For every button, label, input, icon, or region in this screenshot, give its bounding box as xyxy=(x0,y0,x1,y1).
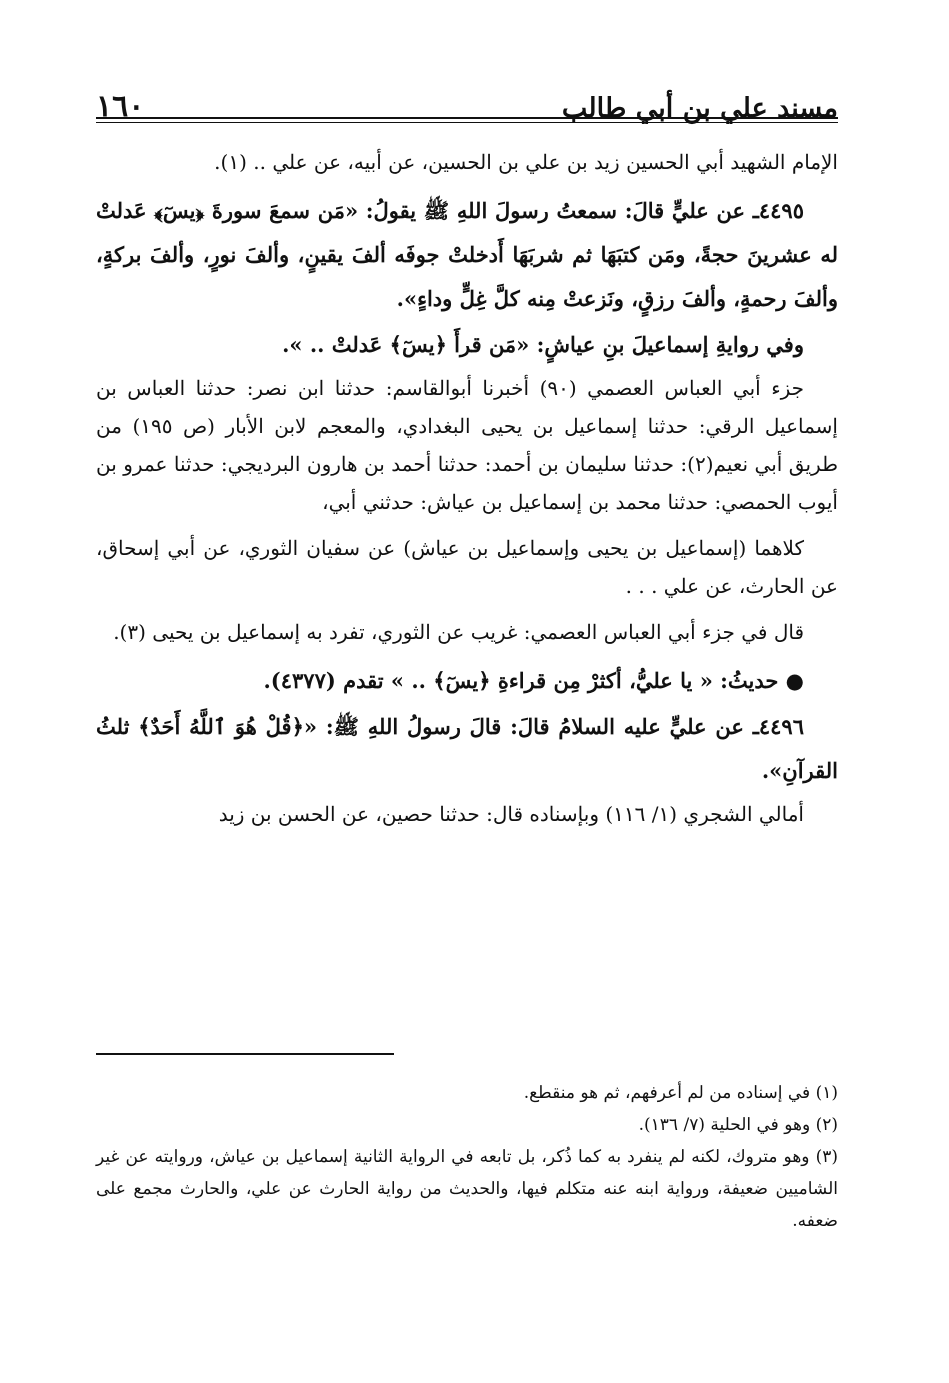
footnote-1: (١) في إسناده من لم أعرفهم، ثم هو منقطع. xyxy=(523,1083,838,1103)
header-rule xyxy=(96,117,838,119)
footnote-3: (٣) وهو متروك، لكنه لم ينفرد به كما ذُكر، بل تابعه في الرواية الثانية إسماعيل بن عياش، وروايته عن غير الشاميين ضعيفة، ورواية ابنه عنه متكلم فيها، والحديث من رواية الحارث عن علي، والحارث مجمع على ضعفه. xyxy=(96,1147,838,1231)
hadith-reference: ● حديثُ: « يا عليُّ، أكثرْ مِن قراءةِ ﴿يسٓ﴾ .. » تقدم (٤٣٧٧). xyxy=(263,668,804,693)
main-text xyxy=(96,143,838,833)
source-shajari: أمالي الشجري (١/ ١١٦) وبإسناده قال: حدثنا حصين، عن الحسن بن زيد xyxy=(218,802,804,826)
footnote-rule xyxy=(96,1053,394,1055)
header-rule-secondary xyxy=(96,122,838,123)
page-number: ١٦٠ xyxy=(96,89,145,124)
page-header xyxy=(96,82,838,122)
narration-ismail: وفي روايةِ إسماعيلَ بنِ عياشٍ: «مَن قرأَ ﴿يسٓ﴾ عَدلتْ .. ». xyxy=(282,332,804,357)
footnotes xyxy=(96,1077,838,1237)
source-abu-abbas: جزء أبي العباس العصمي (٩٠) أخبرنا أبوالقاسم: حدثنا ابن نصر: حدثنا العباس بن إسماعيل الرقي: حدثنا إسماعيل بن يحيى البغدادي، والمعجم لابن الأبار (ص ١٩٥) من طريق أبي نعيم(٢): حدثنا سليمان بن أحمد: حدثنا أحمد بن هارون البرديجي: حدثنا عمرو بن أيوب الحمصي: حدثنا محمد بن إسماعيل بن عياش: حدثني أبي، xyxy=(96,376,838,514)
intro-line: الإمام الشهيد أبي الحسين زيد بن علي بن الحسين، عن أبيه، عن علي .. (١). xyxy=(214,150,838,174)
hadith-4496: ٤٤٩٦ـ عن عليٍّ عليه السلامُ قالَ: قالَ رسولُ اللهِ ﷺ: «﴿قُلْ هُوَ ٱللَّهُ أَحَدٌ﴾ ثلثُ القرآنِ». xyxy=(96,714,838,783)
footnote-2: (٢) وهو في الحلية (٧/ ١٣٦). xyxy=(638,1115,838,1135)
running-title: مسند علي بن أبي طالب xyxy=(561,93,838,124)
both-chains: كلاهما (إسماعيل بن يحيى وإسماعيل بن عياش) عن سفيان الثوري، عن أبي إسحاق، عن الحارث، عن علي . . . xyxy=(96,536,838,598)
book-page xyxy=(96,70,838,1330)
hadith-4495: ٤٤٩٥ـ عن عليٍّ قالَ: سمعتُ رسولَ اللهِ ﷺ يقولُ: «مَن سمعَ سورةَ ﴿يسٓ﴾ عَدلتْ له عشرينَ حجةً، ومَن كتبَهَا ثم شربَهَا أَدخلتْ جوفَه ألفَ يقينٍ، وألفَ نورٍ، وألفَ بركةٍ، وألفَ رحمةٍ، وألفَ رزقٍ، ونَزعتْ مِنه كلَّ غِلٍّ وداءٍ». xyxy=(96,198,838,311)
comment-gharib: قال في جزء أبي العباس العصمي: غريب عن الثوري، تفرد به إسماعيل بن يحيى (٣). xyxy=(113,620,804,644)
